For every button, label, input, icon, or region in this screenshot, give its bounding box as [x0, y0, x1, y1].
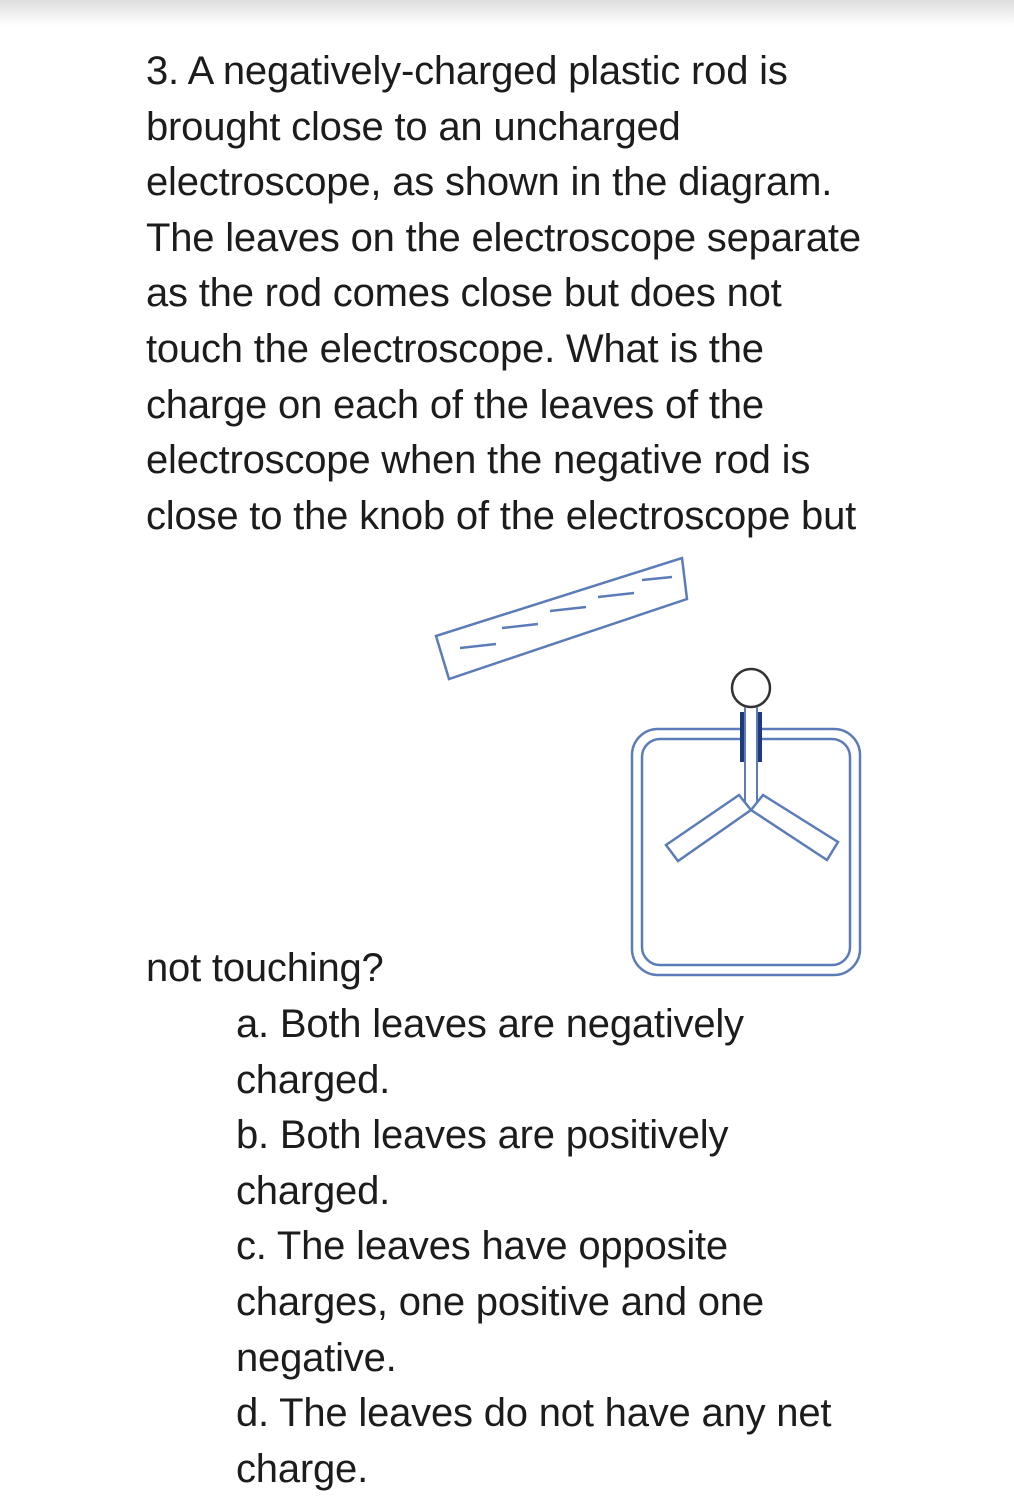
choice-line: c. The leaves have opposite: [236, 1224, 728, 1269]
choice-line: charged.: [236, 1057, 391, 1102]
choice-line: charged.: [236, 1168, 391, 1213]
choice-line: negative.: [236, 1335, 397, 1380]
choice-a[interactable]: [236, 997, 956, 1108]
question-line: electroscope, as shown in the diagram.: [146, 160, 833, 205]
top-status-shade: [0, 0, 1014, 26]
question-line: The leaves on the electroscope separate: [146, 215, 861, 260]
choice-line: d. The leaves do not have any net: [236, 1391, 832, 1436]
question-text: [146, 44, 976, 544]
question-line: charge on each of the leaves of the: [146, 382, 764, 427]
question-final-line: not touching?: [146, 946, 384, 990]
choice-line: charge.: [236, 1446, 369, 1491]
question-line: as the rod comes close but does not: [146, 271, 782, 316]
electroscope: [632, 669, 860, 975]
choice-line: charges, one positive and one: [236, 1279, 764, 1324]
plastic-rod: [436, 558, 687, 679]
question-line: close to the knob of the electroscope but: [146, 493, 857, 538]
answer-choices: [236, 997, 956, 1497]
question-line: touch the electroscope. What is the: [146, 326, 764, 371]
choice-b[interactable]: [236, 1108, 956, 1219]
question-line: brought close to an uncharged: [146, 104, 681, 149]
choice-line: b. Both leaves are positively: [236, 1113, 729, 1158]
question-line: 3. A negatively-charged plastic rod is: [146, 49, 788, 93]
choice-c[interactable]: [236, 1219, 956, 1386]
choice-line: a. Both leaves are negatively: [236, 1002, 744, 1046]
electroscope-knob: [732, 669, 770, 707]
electroscope-diagram: [420, 548, 880, 978]
choice-d[interactable]: [236, 1386, 956, 1497]
question-line: electroscope when the negative rod is: [146, 438, 811, 483]
